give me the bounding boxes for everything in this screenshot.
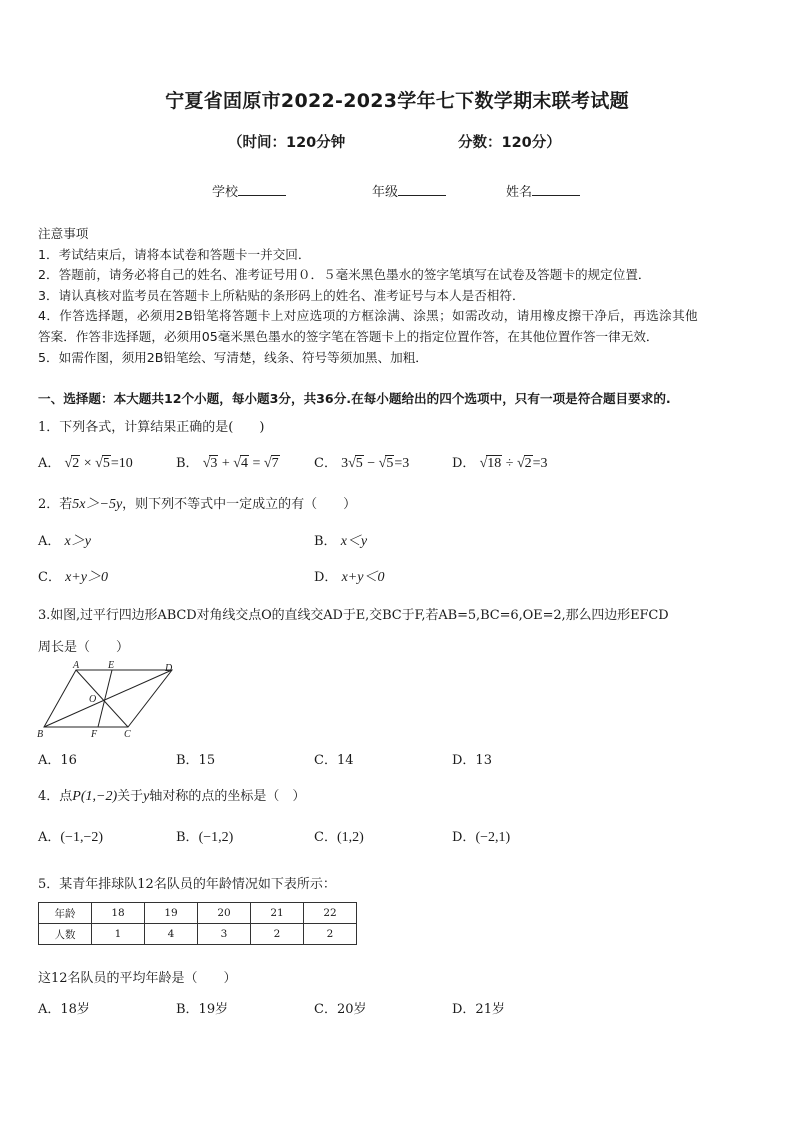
note-item: 答案．作答非选择题，必须用05毫米黑色墨水的签字笔在答题卡上的指定位置作答，在其他位置作答一律无效． (38, 328, 659, 344)
option-expr: x+y＞0 (65, 570, 108, 585)
note-item: 5．如需作图，须用2B铅笔绘、写清楚，线条、符号等须加黑、加粗． (38, 349, 428, 365)
line-ef (98, 670, 112, 727)
school-field (212, 181, 286, 200)
coefficient: 3 (341, 456, 349, 471)
q2-option-c (38, 566, 108, 586)
option-letter: A． (38, 534, 61, 549)
q4-stem-pre: 4．点 (38, 789, 73, 804)
q4-stem (38, 785, 305, 805)
radicand: 3 (210, 456, 218, 471)
option-letter: A． (38, 830, 61, 845)
q3-option-c: C．14 (314, 753, 354, 768)
table-cell: 20 (198, 903, 251, 924)
q1-stem: 1．下列各式，计算结果正确的是( ) (38, 420, 265, 435)
q5-question: 这12名队员的平均年龄是（ ） (38, 971, 237, 986)
equals: = (252, 456, 261, 471)
q2-stem-post: ，则下列不等式中一定成立的有（ ） (122, 497, 357, 512)
q3-stem-line2: 周长是（ ） (38, 640, 130, 655)
q3-stem-line1: 3.如图,过平行四边形ABCD对角线交点O的直线交AD于E,交BC于F,若AB=5,BC=6,OE=2,那么四边形EFCD (38, 608, 669, 623)
q5-stem: 5．某青年排球队12名队员的年龄情况如下表所示： (38, 877, 336, 892)
q4-option-c (314, 826, 364, 846)
table-cell: 人数 (39, 924, 92, 945)
q4-option-b (176, 826, 233, 846)
name-blank (532, 183, 580, 196)
table-cell: 1 (92, 924, 145, 945)
table-cell: 4 (145, 924, 198, 945)
q5-option-d: D．21岁 (452, 1002, 505, 1017)
table-cell: 3 (198, 924, 251, 945)
table-cell: 21 (251, 903, 304, 924)
diagonal-bd (44, 670, 172, 727)
q3-option-a: A．16 (38, 753, 77, 768)
q2-stem-math: 5x＞−5y (72, 497, 123, 512)
label-c: C (124, 729, 131, 740)
radicand: 18 (487, 456, 502, 471)
radicand: 7 (271, 456, 279, 471)
q1-option-c: C． 3√5 − √5=3 (314, 456, 410, 471)
table-cell: 19 (145, 903, 198, 924)
grade-label: 年级 (372, 185, 399, 200)
grade-blank (398, 183, 446, 196)
option-expr: (−2,1) (475, 830, 511, 845)
q1-option-a: A． √2 × √5=10 (38, 456, 133, 471)
option-expr: (−1,2) (198, 830, 234, 845)
label-b: B (37, 729, 44, 740)
radicand: 2 (524, 456, 532, 471)
q5-option-b: B．19岁 (176, 1002, 229, 1017)
option-letter: A． (38, 456, 61, 471)
option-expr: x+y＜0 (341, 570, 385, 585)
section-title: 一、选择题：本大题共12个小题，每小题3分，共36分.在每小题给出的四个选项中，只有一项是符合题目要求的. (38, 391, 671, 406)
table-cell: 年龄 (39, 903, 92, 924)
option-letter: B． (176, 830, 199, 845)
grade-field (372, 181, 446, 200)
name-field (506, 181, 580, 200)
q2-option-d (314, 566, 384, 586)
note-item: 4．作答选择题，必须用2B铅笔将答题卡上对应选项的方框涂满、涂黑；如需改动，请用橡皮擦干净后，再选涂其他 (38, 308, 698, 324)
option-letter: D． (452, 456, 476, 471)
q4-axis: y (143, 789, 150, 804)
note-item: 2．答题前，请务必将自己的姓名、准考证号用０．５毫米黑色墨水的签字笔填写在试卷及答题卡的规定位置． (38, 267, 651, 283)
radicand: 5 (355, 456, 363, 471)
option-expr: (−1,−2) (60, 830, 104, 845)
parallelogram-figure (36, 660, 186, 740)
table-row (39, 903, 357, 924)
table-cell: 2 (304, 924, 357, 945)
option-letter: C． (314, 830, 337, 845)
option-letter: B． (176, 456, 199, 471)
note-item: 1．考试结束后，请将本试卷和答题卡一并交回． (38, 246, 311, 262)
table-cell: 22 (304, 903, 357, 924)
q4-stem-mid: 关于 (117, 789, 144, 804)
option-letter: C． (314, 456, 337, 471)
table-cell: 18 (92, 903, 145, 924)
q2-option-a (38, 530, 91, 550)
q4-stem-post: 轴对称的点的坐标是（ ） (149, 789, 306, 804)
radicand: 2 (72, 456, 80, 471)
radicand: 5 (102, 456, 110, 471)
q4-option-d (452, 826, 510, 846)
option-letter: C． (38, 570, 61, 585)
result: =3 (394, 456, 410, 471)
q3-option-d: D．13 (452, 753, 492, 768)
note-item: 3．请认真核对监考员在答题卡上所粘贴的条形码上的姓名、准考证号与本人是否相符． (38, 287, 525, 303)
q4-point: P(1,−2) (72, 789, 118, 804)
q4-option-a (38, 826, 103, 846)
label-f: F (91, 729, 98, 740)
name-label: 姓名 (506, 185, 533, 200)
option-expr: x＞y (64, 534, 91, 549)
page-title: 宁夏省固原市2022-2023学年七下数学期末联考试题 (165, 90, 629, 112)
label-d: D (165, 663, 173, 674)
option-letter: D． (314, 570, 338, 585)
label-o: O (89, 694, 97, 705)
q1-option-d: D． √18 ÷ √2=3 (452, 456, 548, 471)
exam-score: 分数：120分） (458, 135, 561, 151)
age-table (38, 902, 357, 945)
radicand: 5 (386, 456, 394, 471)
notes-heading: 注意事项 (38, 226, 89, 241)
q1-option-b: B． √3 + √4 = √7 (176, 456, 279, 471)
option-expr: (1,2) (336, 830, 364, 845)
school-blank (238, 183, 286, 196)
option-letter: B． (314, 534, 337, 549)
q2-stem (38, 493, 356, 513)
table-row (39, 924, 357, 945)
label-a: A (73, 660, 80, 671)
option-letter: D． (452, 830, 476, 845)
result: =10 (110, 456, 133, 471)
diagonal-ac (76, 670, 128, 727)
radicand: 4 (240, 456, 248, 471)
q3-option-b: B．15 (176, 753, 216, 768)
q2-stem-pre: 2．若 (38, 497, 73, 512)
exam-time: （时间：120分钟 (228, 135, 346, 151)
table-cell: 2 (251, 924, 304, 945)
notes-block (38, 224, 760, 368)
q5-option-a: A．18岁 (38, 1002, 90, 1017)
option-expr: x＜y (340, 534, 368, 549)
label-e: E (108, 660, 115, 671)
result: =3 (532, 456, 548, 471)
q5-option-c: C．20岁 (314, 1002, 367, 1017)
q2-option-b (314, 530, 367, 550)
school-label: 学校 (212, 185, 239, 200)
